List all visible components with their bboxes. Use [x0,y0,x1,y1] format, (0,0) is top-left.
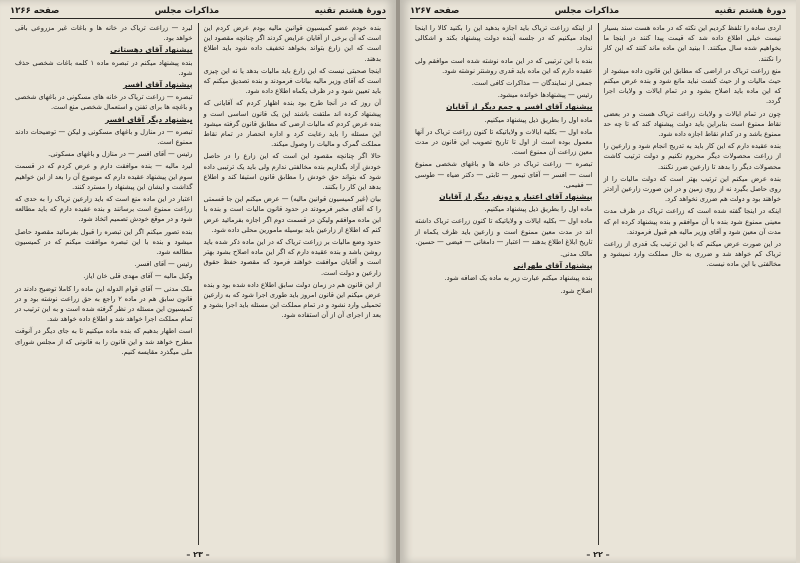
paragraph: در این صورت عرض میکنم که با این ترتیب یک قدری از زراعت تریاک کم خواهد شد و ضرری به حال مملکت وارد نمیشود و مخالفتی با این ماده نیست. [603,240,781,269]
paragraph: بنده خودم عضو کمیسیون قوانین مالیه بودم عرض کردم این است که آن برخی از آقایان عرایض کردند اگر چنانچه مقصود این است که این زارع بتواند بخواهد تخفیف داده شود باید اطلاع بدهند. [203,24,381,63]
paragraph: بیان (غیر کمیسیون قوانین مالیه) — عرض میکنم این جا قسمتی را که آقای مخبر فرمودند در حدود قانون مالیات است و بنده با این ماده موافقم ولیکن در قسمت دوم اگر اجازه بفرمائید عرض کنم که اطلاع از زارعین باید بوسیله مامورین محلی داده شود. [203,195,381,234]
right-page-column-right [599,23,787,545]
paragraph: آن روز که در آنجا طرح بود بنده اظهار کردم که آقایانی که پیشنهاد کرده اند ملتفت باشند این یک قانون اساسی است و بنده عرض کردم که مالیات ارضی که مطابق قانون گرفته میشود این مسئله را باید رعایت کرد و اداره انحصار در تمام نقاط مملکت گمرک و مالیات را وصول میکند. [203,99,381,149]
paragraph: لیرد — زراعت تریاک در خانه ها و باغات غیر مزروعی باقی خواهد بود. [15,24,193,43]
paragraph: است اطهار بدهیم که بنده ماده میکنیم تا به جای دیگر در آنوقت مطرح خواهد شد و این قانون را به قانونی که از مجلس شورای ملی میگذرد مقایسه کنیم. [15,327,193,356]
paragraph: از اینکه زراعت تریاک باید اجازه بدهید این را بکنید کالا را اینجا ایجاد میکنیم که در جلسه آینده دولت پیشنهاد بکند و اشکالی ندارد. [415,24,593,53]
book-gutter [396,0,400,563]
paragraph: وکیل مالیه — آقای مهدی قلی خان ایاز. [83,272,193,281]
right-header-page: صفحه ۱۲۶۷ [410,6,460,16]
right-header-title: مذاکرات مجلس [554,6,620,16]
paragraph: ماده اول — بکلیه ایالات و ولایاتیکه تا کنون زراعت تریاک در آنها معمول بوده است از اول تا تاریخ تصویب این قانون در مدت معین زراعت آن ممنوع است. [415,127,593,157]
left-header-page: صفحه ۱۲۶۶ [10,6,60,16]
paragraph: حالا اگر چنانچه مقصود این است که این زارع را در حاصل خودش آزاد بگذاریم بنده مخالفتی ندارم ولی باید یک ترتیبی داده شود که بتواند حق خودش را مطابق قانون استیفا کند و اطلاع بدهد این کار را بکنند. [203,152,381,192]
paragraph: رئیس — آقای افسر. [134,260,193,269]
paragraph: جمعی از نمایندگان — مذاکرات کافی است. [471,79,593,88]
paragraph: بنده پیشنهاد میکنم عبارت زیر به ماده یک اضافه شود. [444,274,593,283]
paragraph: لیرد مالیه — بنده موافقت دارم و عرض کردم که در قسمت سوم این پیشنهاد عقیده دارم که موضوع آن را بعد از این خواهیم گذاشت و ایشان این پیشنهاد را مسترد کنند. [15,162,193,191]
paragraph: تبصره — زراعت تریاک در خانه ها و باغهای شخصی ممنوع است — افسر — آقای تیمور — ثابتی — دکتر ضیاء — طوسی — ففیمی. [415,160,593,189]
paragraph: بنده تصور میکنم اگر این تبصره را قبول بفرمائید مقصود حاصل میشود و بنده با این تبصره موافقت میکنم که در کمیسیون مطالعه شود. [15,227,193,257]
paragraph: بنده پیشنهاد میکنم در تبصره ماده ۱ کلمه باغات شخصی حذف شود. [15,58,193,77]
paragraph: چون در تمام ایالات و ولایات زراعت تریاک هست و در بعضی نقاط ممنوع است بنابراین باید دولت پیشنهاد کند که تا چه حد ممنوع باشد و در کدام نقاط اجازه داده شود. [603,109,781,139]
right-header-session: دورهٔ هشتم تقنیه [714,6,786,16]
paragraph: رئیس — پیشنهادها خوانده میشود. [497,91,593,100]
right-page-column-left [410,23,599,545]
section-heading: پیشنهاد دیگر آقای افسر [105,114,193,124]
section-heading: پیشنهاد آقای افسر [123,80,193,90]
left-page [0,0,396,563]
right-page-header [410,4,786,19]
left-header-session: دورهٔ هشتم تقنیه [314,6,386,16]
paragraph: تبصره — در منازل و باغهای مسکونی و لیکن — توضیحات دادند ممنوع است. [15,127,193,147]
paragraph: اعتبار در این ماده منع است که باید زارعین تریاک را به حدی که زراعت ممنوع است برسانند و بنده عقیده دارم که باید مطالعه شود و در موقع خودش تصمیم اتخاذ شود. [15,195,193,224]
section-heading: پیشنهاد آقای اعتبار و دونفر دیگر از آقایان [439,192,593,202]
paragraph: ماده اول را بطریق ذیل پیشنهاد میکنیم. [484,205,593,214]
left-page-columns [10,23,386,545]
paragraph: بنده عرض میکنم این ترتیب بهتر است که دولت مالیات را از روی حاصل بگیرد نه از روی زمین و در این صورت زارعین آزادتر خواهند بود و دولت هم ضرری نخواهد کرد. [603,174,781,204]
right-page [400,0,796,563]
section-heading: پیشنهاد آقای طهرانی [513,261,593,271]
paragraph: حدود وضع مالیات بر زراعت تریاک که در این ماده ذکر شده باید روشن باشد و بنده عقیده دارم که اگر این ماده اصلاح بشود بهتر است و آقایان موافقت خواهند فرمود که مقصود حفظ حقوق زارعین و دولت است. [203,238,381,277]
paragraph: منع زراعت تریاک در اراضی که مطابق این قانون داده میشود از حیث مالیات و از حیث کشت نباید مانع شود و بنده عرض میکنم که این ماده باید اصلاح بشود و در تمام ایالات و ولایات اجرا گردد. [603,66,781,106]
paragraph: ماده اول — بکلیه ایالات و ولایاتیکه تا کنون زراعت تریاک داشته اند در مدت معین ممنوع است و زارعین باید ظرف یکماه از تاریخ ابلاغ اطلاع بدهند — اعتبار — دامغانی — فیضی — حسین. [415,217,593,246]
paragraph: اینکه در اینجا گفته شده است که زراعت تریاک در ظرف مدت معینی ممنوع شود بنده با آن موافقم و بنده پیشنهاد کرده ام که مدت آن معین شود و آقای وزیر مالیه هم قبول فرمودند. [603,207,781,236]
right-page-columns [410,23,786,545]
left-page-column-left [10,23,199,545]
section-heading: پیشنهاد آقای افسر و جمع دیگر از آقایان [446,102,593,112]
paragraph: رئیس — آقای افسر — در منازل و باغهای مسکونی. [48,150,193,159]
paragraph: مالک مدنی. [560,250,593,259]
paragraph: ماده اول را بطریق ذیل پیشنهاد میکنیم. [484,115,593,124]
paragraph: ملک مدنی — آقای قوام الدوله این ماده را کاملا توضیح دادند در قانون سابق هم در ماده ۲ راجع به حق زراعت نوشته بود و در کمیسیون این مسئله در نظر گرفته شده است و به این ترتیب در تمام مملکت اجرا خواهد شد و اطلاع داده خواهد شد. [15,284,193,324]
right-page-number: – ۲۲ – [586,550,610,559]
left-page-header [10,4,386,19]
left-header-title: مذاکرات مجلس [154,6,220,16]
paragraph: اصلاح شود. [560,286,593,295]
left-page-number: – ۲۳ – [186,550,210,559]
paragraph: از این قانون هم در زمان دولت سابق اطلاع داده شده بود و بنده عرض میکنم این قانون امروز باید طوری اجرا شود که به زارعین تحمیلی وارد نشود و در تمام مملکت این مسئله باید اجرا بشود و بعد از اجرای آن از آن استفاده شود. [203,280,381,320]
section-heading: پیشنهاد آقای دهستانی [110,45,193,55]
left-page-column-right [199,23,387,545]
paragraph: تبصره — زراعت تریاک در خانه های مسکونی در باغهای شخصی و باغچه ها برای تفنن و استعمال شخصی منع است. [15,93,193,112]
paragraph: بنده عقیده دارم که این کار باید به تدریج انجام شود و زارعین را از زراعت محصولات دیگر محروم نکنیم و دولت ترتیب کاشت محصولات دیگر را بدهد تا زارعین ضرر نکنند. [603,142,781,171]
paragraph: اینجا صحبتی نیست که این زارع باید مالیات بدهد یا نه این چیزی است که آقای وزیر مالیه بیانات فرمودند و بنده تصدیق میکنم که باید تعیین شود و در ظرف یکماه اطلاع داده شود. [203,66,381,96]
paragraph: اردی ساده را تلفظ کردیم این نکته که در ماده هست سند بسیار نیست خیلی اطلاع داده شد که قیمت پیدا کنند در اینجا ما بخواهیم شده سال میکنند. ا بینید این ماده ماند کنند که این کار را نکنند. [603,24,781,63]
paragraph: بنده با این ترتیبی که در این ماده نوشته شده است موافقم ولی عقیده دارم که این ماده باید قدری روشنتر نوشته شود. [415,56,593,75]
